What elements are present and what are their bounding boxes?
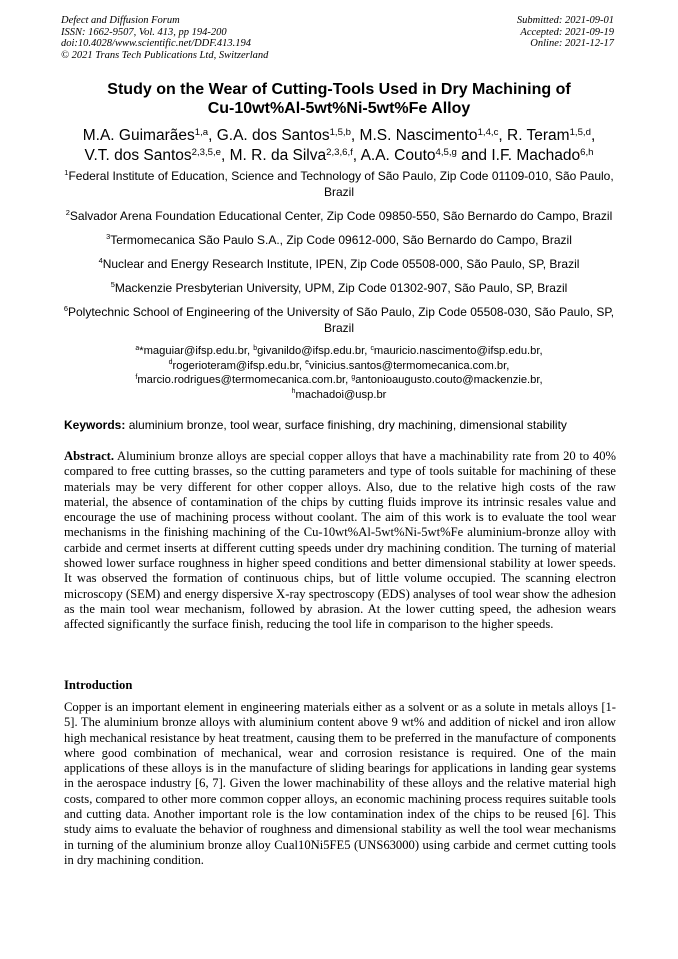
keywords-section: [64, 418, 620, 433]
submitted-date: Submitted: 2021-09-01: [516, 15, 614, 26]
email-link[interactable]: *maguiar@ifsp.edu.br,: [139, 345, 254, 357]
email-link[interactable]: antonioaugusto.couto@mackenzie.br,: [355, 374, 543, 386]
dates-header: [517, 15, 614, 50]
online-date: Online: 2021-12-17: [530, 38, 614, 50]
email-link[interactable]: rogerioteram@ifsp.edu.br,: [172, 359, 306, 372]
email-list: $^a$*maguiar@ifsp.edu.br, $^b$givanildo@ifsp.edu.br, $^c$mauricio.nascimento@ifsp.edu.br, $^d$rogerioteram@ifsp.edu.br, $^e$vinicius.santos@termomecanica.com.br, $^f$marcio.rodrigues@termomecanica.com.br, $^g$antonioaugusto.couto@mackenzie.br, $^h$machadoi@usp.br: [135, 344, 543, 401]
author-name: M.S. Nascimento: [359, 127, 478, 144]
author-sup: 4,5,g: [435, 146, 457, 158]
author-sup: 1,5,d: [569, 126, 591, 138]
author-name: V.T. dos Santos: [84, 147, 192, 164]
author-sup: 1,4,c: [477, 126, 499, 138]
abstract-label: Abstract.: [64, 449, 115, 463]
email-link[interactable]: givanildo@ifsp.edu.br,: [257, 345, 371, 357]
email-link[interactable]: mauricio.nascimento@ifsp.edu.br,: [373, 345, 543, 357]
author-name: G.A. dos Santos: [216, 127, 330, 144]
abstract-text: Aluminium bronze alloys are special copper alloys that have a machinability rate from 20 to 40% compared to free cutting brasses, so the cutting parameters and type of tools suitable for machining of these materials may be very different for other copper alloys. Also, due to the relative high costs of the raw material, the absence of contamination of the chips by cutting fluids improve its intrinsic resales value and encourage the use of machining process without coolant. The aim of this work is to evaluate the tool wear mechanisms in the finishing machining of the Cu-10wt%Al-5wt%Ni-5wt%Fe aluminium-bronze alloy with carbide and cermet inserts at different cutting speeds under dry machining condition. The turning of material showed lower surface roughness in higher speed conditions and better dimensional stability at lower speeds. It was observed the formation of continuous chips, but of little volume occupied. The scanning electron microscopy (SEM) and energy dispersive X-ray spectroscopy (EDS) analyses of tool wear show the adhesion as the main tool wear mechanism, followed by abrasion. At the lower cutting speed, the adhesion wears affected significantly the surface finish, reducing the tool life in comparison to the higher speeds.: [64, 449, 616, 632]
affiliation-3: $^3$Termomecanica São Paulo S.A., Zip Code 09612-000, São Bernardo do Campo, Brazil: [106, 232, 572, 247]
affiliation-4: $^4$Nuclear and Energy Research Institute, IPEN, Zip Code 05508-000, São Paulo, SP, Brazil: [98, 256, 580, 271]
author-list: [55, 126, 623, 166]
journal-name: Defect and Diffusion Forum: [61, 15, 180, 26]
author-sup: 6,h: [580, 146, 594, 158]
accepted-date: Accepted: 2021-09-19: [520, 26, 614, 38]
title-line-2: Cu-10wt%Al-5wt%Ni-5wt%Fe Alloy: [207, 100, 471, 117]
abstract-section: [64, 449, 616, 633]
title-line-1: Study on the Wear of Cutting-Tools Used in Dry Machining of: [107, 81, 571, 98]
affiliation-list: [62, 168, 616, 402]
affiliation-6: $^6$Polytechnic School of Engineering of the University of São Paulo, Zip Code 05508-030, São Paulo, SP, Brazil: [63, 304, 615, 335]
email-link[interactable]: machadoi@usp.br: [295, 388, 387, 401]
author-sup: 1,a: [194, 126, 209, 138]
introduction-heading: Introduction: [64, 678, 133, 692]
author-sup: 1,5,b: [329, 126, 351, 138]
journal-header: [61, 15, 268, 61]
affiliation-1: $^1$Federal Institute of Education, Science and Technology of São Paulo, Zip Code 01109-010, São Paulo, Brazil: [64, 168, 614, 199]
journal-issn: ISSN: 1662-9507, Vol. 413, pp 194-200: [61, 26, 227, 38]
author-name: I.F. Machado: [491, 147, 581, 164]
email-link[interactable]: vinicius.santos@termomecanica.com.br,: [308, 359, 510, 372]
keywords-text: aluminium bronze, tool wear, surface finishing, dry machining, dimensional stability: [125, 418, 567, 432]
author-sup: 2,3,5,e: [191, 146, 222, 158]
email-link[interactable]: marcio.rodrigues@termomecanica.com.br,: [137, 374, 352, 386]
affiliation-2: $^2$Salvador Arena Foundation Educational Center, Zip Code 09850-550, São Bernardo do Campo, Brazil: [65, 208, 613, 223]
journal-doi: doi:10.4028/www.scientific.net/DDF.413.194: [61, 38, 252, 50]
introduction-text: Copper is an important element in engineering materials either as a solvent or as a solute in metals alloys [1-5]. The aluminium bronze alloys with aluminium content above 9 wt% and addition of nickel and iron allow high mechanical resistance by heat treatment, causing them to be preferred in the manufacture of components where good combination of mechanical, wear and corrosion resistance is required. One of the main applications of these alloys is in the manufacture of sliding bearings for applications in landing gear systems in the aerospace industry [6, 7]. Given the lower machinability of these alloys and the relative material high costs, compared to other more common copper alloys, an economic machining process requires suitable tools and cutting data. Another important role is the low contamination index of the chips to be reused [6]. This study aims to evaluate the behavior of roughness and dimensional stability as well the tool wear mechanisms in turning of the aluminium bronze alloy Cual10Ni5FE5 (UNS63000) using carbide and cermet cutting tools in dry machining condition.: [64, 700, 616, 867]
paper-title: [60, 80, 618, 118]
author-name: M. R. da Silva: [229, 147, 327, 164]
author-line-1: M.A. Guimarães$^{1,a}$, G.A. dos Santos$^{1,5,b}$, M.S. Nascimento$^{1,4,c}$, R. Teram$^{1,5,d}$,: [82, 126, 596, 144]
copyright-notice: © 2021 Trans Tech Publications Ltd, Switzerland: [61, 49, 269, 61]
keywords-label: Keywords:: [64, 418, 126, 432]
affiliation-5: $^5$Mackenzie Presbyterian University, UPM, Zip Code 01302-907, São Paulo, SP, Brazil: [110, 280, 568, 295]
author-line-2: V.T. dos Santos$^{2,3,5,e}$, M. R. da Silva$^{2,3,6,f}$, A.A. Couto$^{4,5,g}$ and I.F. Machado$^{6,h}$: [84, 146, 594, 164]
author-sup: 2,3,6,f: [326, 146, 353, 158]
author-name: A.A. Couto: [360, 147, 436, 164]
author-name: R. Teram: [507, 127, 570, 144]
author-name: M.A. Guimarães: [82, 127, 195, 144]
